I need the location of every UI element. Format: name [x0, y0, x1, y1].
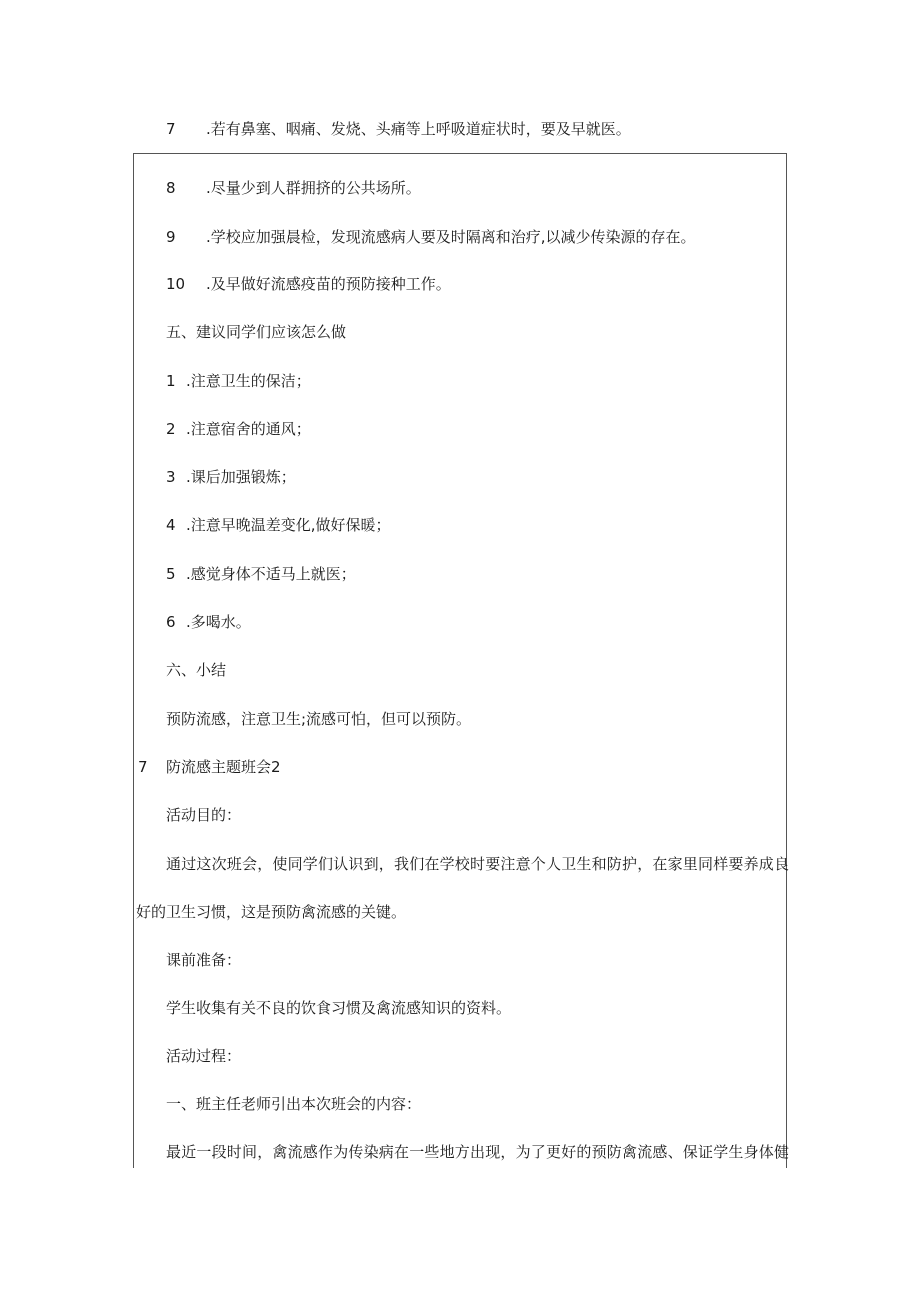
list-item-text: .学校应加强晨检，发现流感病人要及时隔离和治疗,以减少传染源的存在。 [206, 228, 696, 246]
list-item-text: .注意卫生的保洁； [186, 372, 311, 390]
prep-text: 学生收集有关不良的饮食习惯及禽流感知识的资料。 [166, 999, 512, 1017]
list-item-number: 10 [166, 275, 186, 293]
list-item-text: .多喝水。 [186, 613, 251, 631]
list-item-number: 2 [166, 420, 176, 438]
list-item-number: 8 [166, 179, 176, 197]
list-item-number: 9 [166, 228, 176, 246]
section-heading: 五、建议同学们应该怎么做 [166, 323, 347, 341]
goal-paragraph-line: 好的卫生习惯，这是预防禽流感的关键。 [136, 903, 407, 921]
process-label: 活动过程： [166, 1047, 242, 1065]
table-border-right [786, 153, 787, 1168]
list-item-text: .若有鼻塞、咽痛、发烧、头痛等上呼吸道症状时，要及早就医。 [206, 120, 631, 138]
goal-paragraph-line: 通过这次班会，使同学们认识到，我们在学校时要注意个人卫生和防护，在家里同样要养成良 [166, 855, 790, 873]
table-border-left [133, 153, 134, 1168]
list-item-text: .注意早晚温差变化,做好保暖； [186, 516, 391, 534]
step-paragraph-line: 最近一段时间，禽流感作为传染病在一些地方出现，为了更好的预防禽流感、保证学生身体健 [166, 1143, 790, 1161]
summary-text: 预防流感，注意卫生;流感可怕，但可以预防。 [166, 710, 472, 728]
prep-label: 课前准备： [166, 951, 242, 969]
table-border-top [133, 153, 787, 154]
section-heading: 六、小结 [166, 661, 227, 679]
list-item-text: .及早做好流感疫苗的预防接种工作。 [206, 275, 451, 293]
document-heading: 防流感主题班会2 [166, 758, 281, 776]
list-item-number: 4 [166, 516, 176, 534]
list-item-text: .注意宿舍的通风； [186, 420, 311, 438]
list-item-number: 1 [166, 372, 176, 390]
list-item-text: .课后加强锻炼； [186, 468, 296, 486]
list-item-text: .尽量少到人群拥挤的公共场所。 [206, 179, 421, 197]
list-item-number: 7 [166, 120, 176, 138]
step-heading: 一、班主任老师引出本次班会的内容： [166, 1095, 422, 1113]
list-item-number: 3 [166, 468, 176, 486]
document-heading-number: 7 [138, 758, 148, 776]
list-item-number: 6 [166, 613, 176, 631]
goal-label: 活动目的： [166, 806, 242, 824]
list-item-text: .感觉身体不适马上就医； [186, 565, 356, 583]
list-item-number: 5 [166, 565, 176, 583]
